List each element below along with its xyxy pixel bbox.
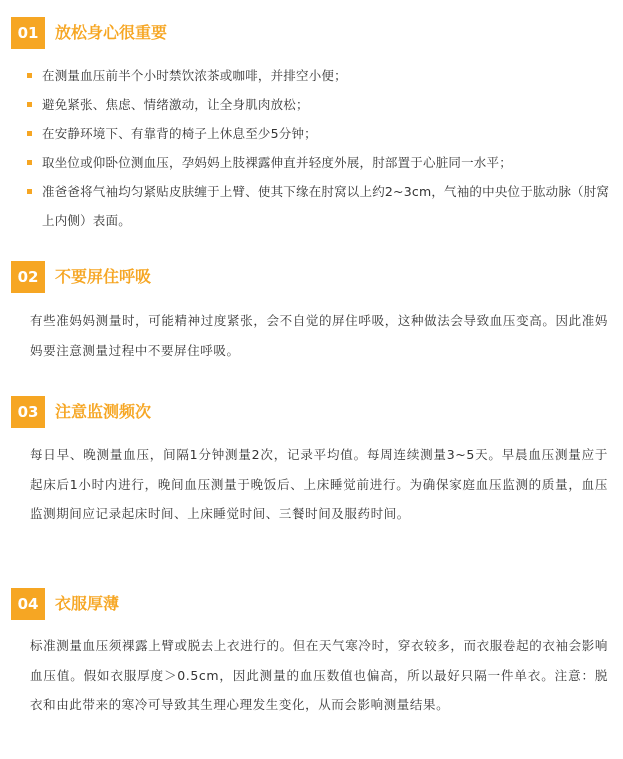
- bullet-text: 在安静环境下、有靠背的椅子上休息至少5分钟；: [42, 126, 317, 141]
- bullet-square-icon: [27, 102, 32, 107]
- section-heading: [11, 17, 611, 49]
- bullet-square-icon: [27, 131, 32, 136]
- section-paragraph: 每日早、晚测量血压，间隔1分钟测量2次，记录平均值。每周连续测量3~5天。早晨血压测量应于起床后1小时内进行，晚间血压测量于晚饭后、上床睡觉前进行。为确保家庭血压监测的质量，血压监测期间应记录起床时间、上床睡觉时间、三餐时间及服药时间。: [30, 447, 608, 521]
- bullet-square-icon: [27, 160, 32, 165]
- section-paragraph: 有些准妈妈测量时，可能精神过度紧张，会不自觉的屏住呼吸，这种做法会导致血压变高。因此准妈妈要注意测量过程中不要屏住呼吸。: [30, 313, 608, 358]
- section-heading: [11, 588, 611, 620]
- list-item: [42, 90, 618, 119]
- section-number-badge: 04: [11, 588, 45, 620]
- section-title: 衣服厚薄: [55, 594, 120, 613]
- bullet-text: 准爸爸将气袖均匀紧贴皮肤缠于上臂、使其下缘在肘窝以上约2~3cm，气袖的中央位于肱动脉（肘窝上内侧）表面。: [42, 184, 610, 228]
- section-title: 注意监测频次: [55, 402, 152, 421]
- bullet-text: 在测量血压前半个小时禁饮浓茶或咖啡，并排空小便；: [42, 68, 347, 83]
- list-item: [42, 61, 618, 90]
- bullet-text: 避免紧张、焦虑、情绪激动，让全身肌肉放松；: [42, 97, 309, 112]
- section-heading: [11, 396, 611, 428]
- section-number-badge: 02: [11, 261, 45, 293]
- bullet-square-icon: [27, 189, 32, 194]
- list-item: [42, 148, 618, 177]
- section-number-badge: 01: [11, 17, 45, 49]
- bullet-list: [42, 61, 618, 235]
- list-item: [42, 119, 618, 148]
- section-number-badge: 03: [11, 396, 45, 428]
- bullet-text: 取坐位或仰卧位测血压，孕妈妈上肢裸露伸直并轻度外展，肘部置于心脏同一水平；: [42, 155, 512, 170]
- list-item: [42, 177, 618, 235]
- section-paragraph: 标准测量血压须裸露上臂或脱去上衣进行的。但在天气寒冷时，穿衣较多，而衣服卷起的衣袖会影响血压值。假如衣服厚度＞0.5cm，因此测量的血压数值也偏高，所以最好只隔一件单衣。注意：脱衣和由此带来的寒冷可导致其生理心理发生变化，从而会影响测量结果。: [30, 638, 608, 712]
- section-title: 放松身心很重要: [55, 23, 168, 42]
- bullet-square-icon: [27, 73, 32, 78]
- section-heading: [11, 261, 611, 293]
- section-title: 不要屏住呼吸: [55, 267, 152, 286]
